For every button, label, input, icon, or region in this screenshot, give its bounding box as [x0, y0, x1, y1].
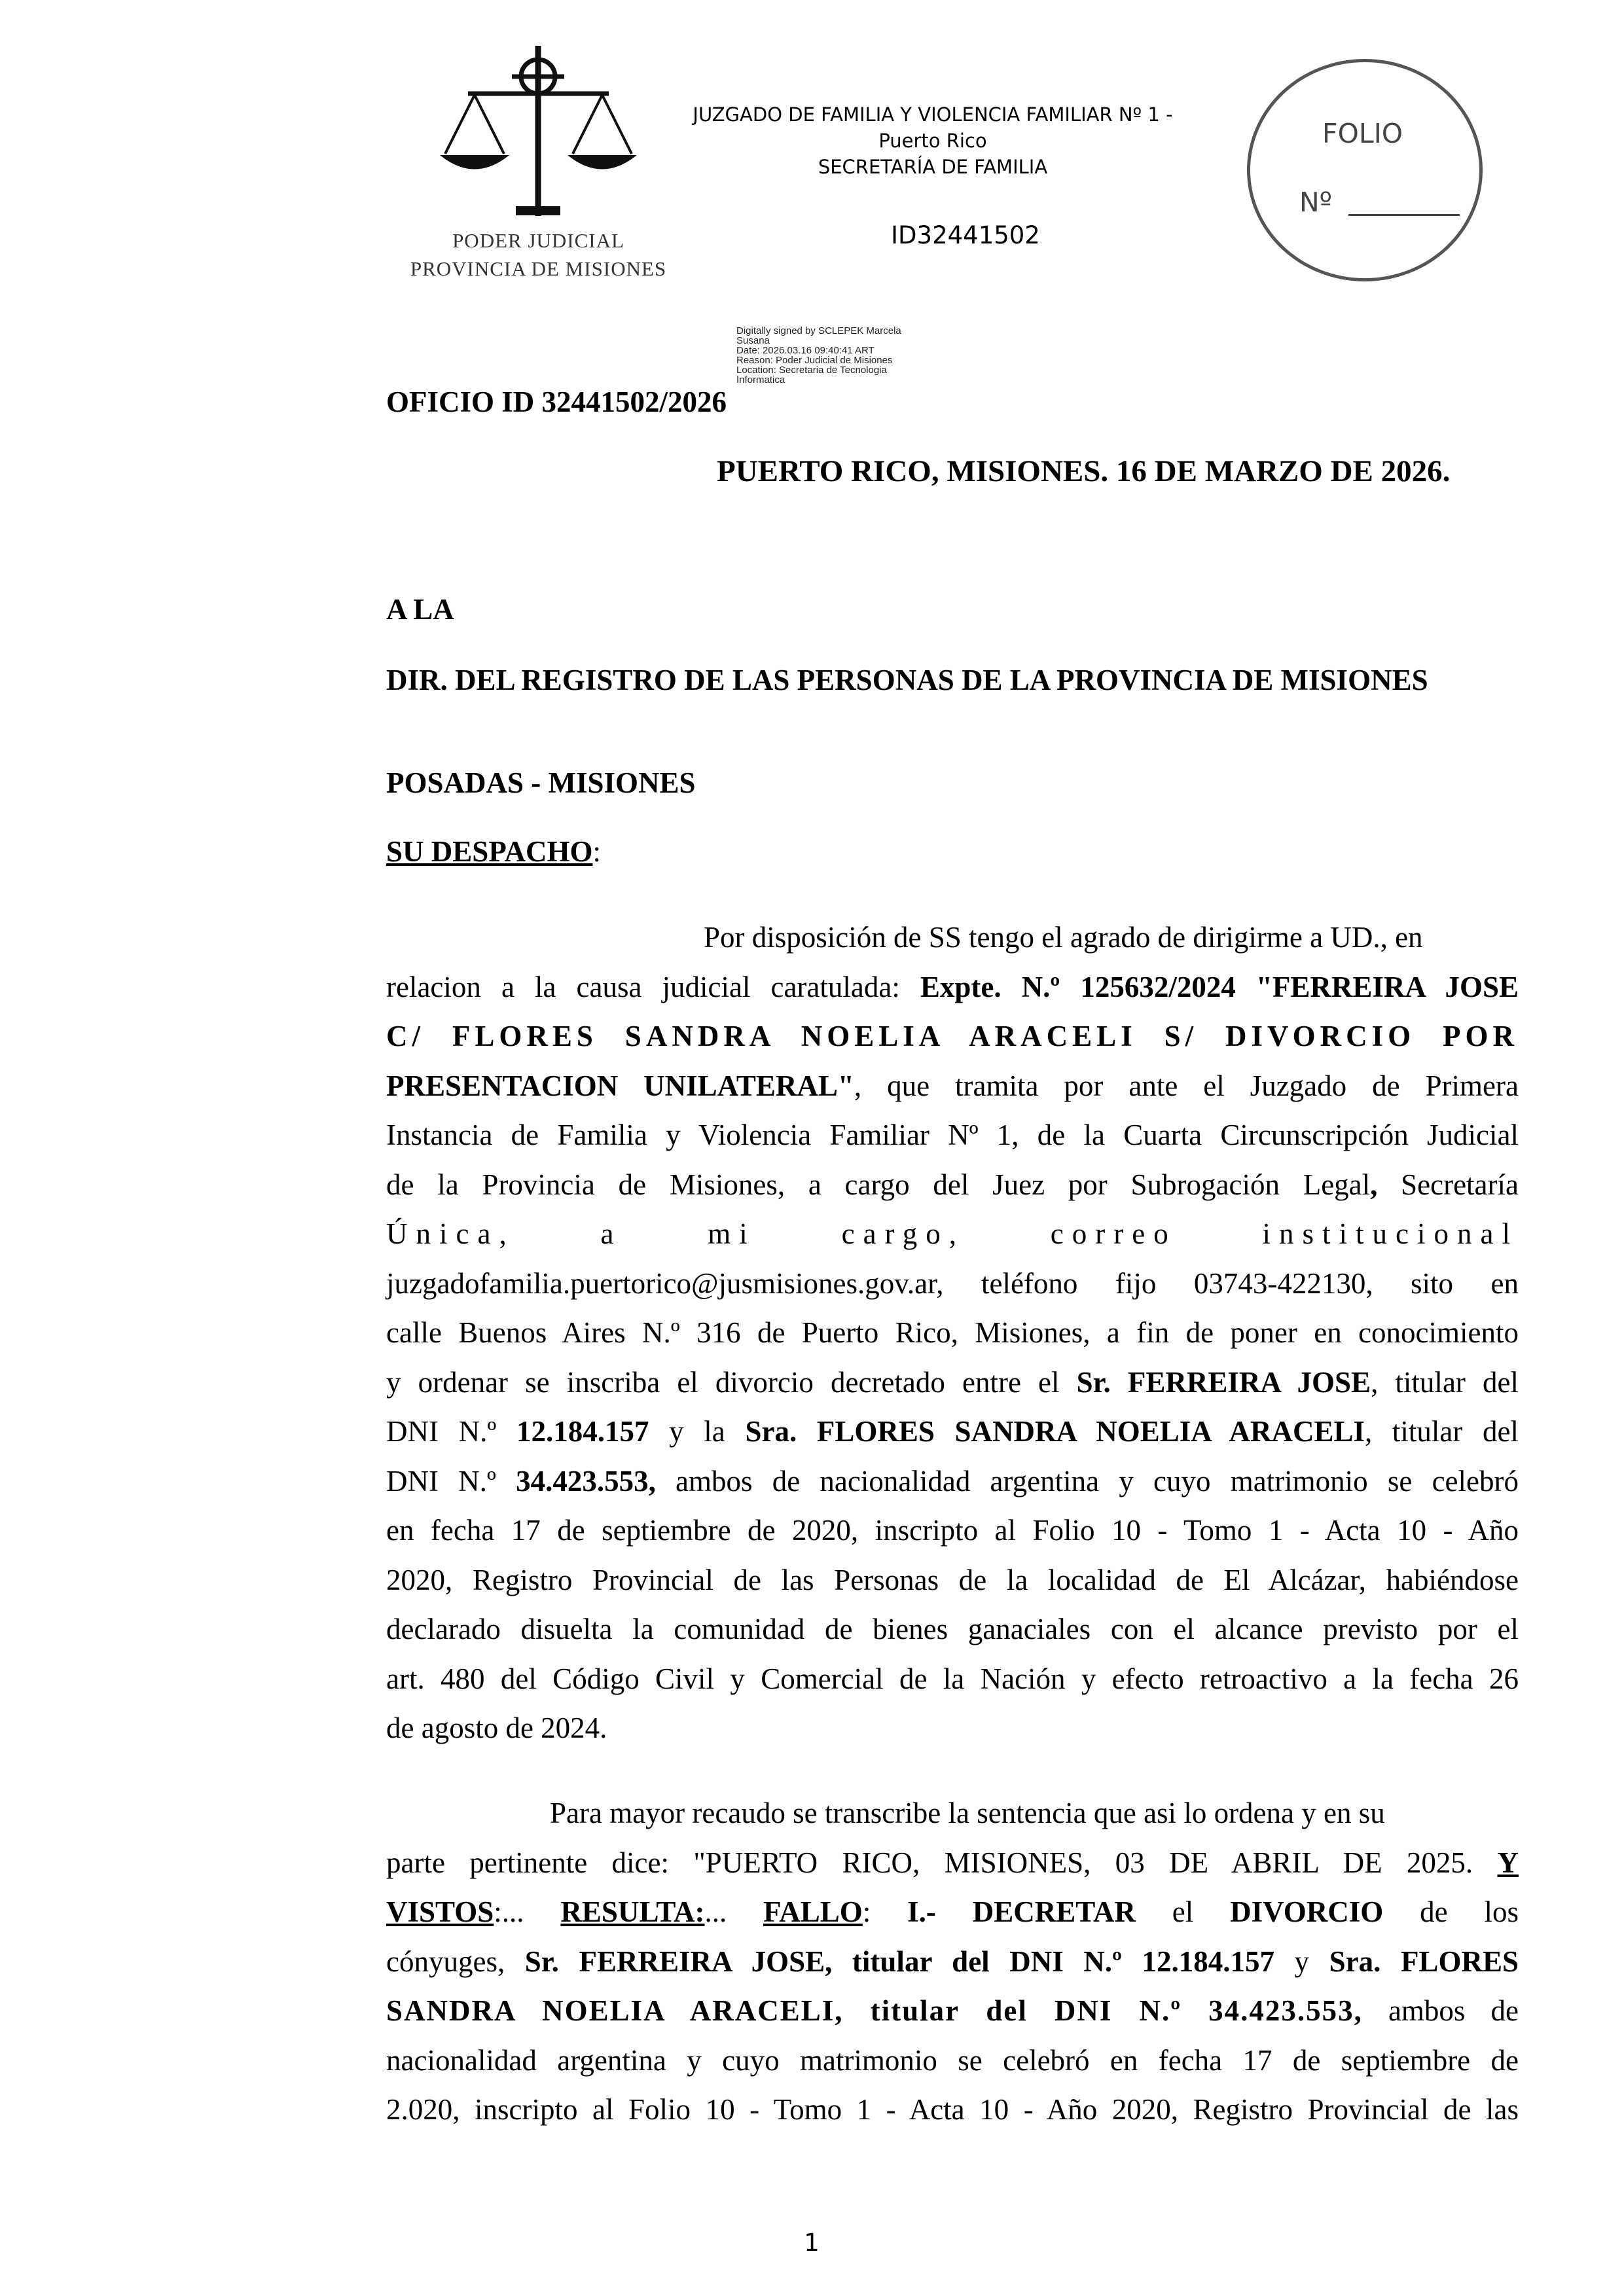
decretar-label: I.- DECRETAR: [907, 1895, 1136, 1928]
judicial-logo: [403, 43, 674, 291]
body2-line-4: [386, 1937, 1519, 1987]
logo-line-1: PODER JUDICIAL: [452, 229, 624, 252]
signature-line-1: Digitally signed by SCLEPEK Marcela: [736, 325, 901, 336]
body1-line-9: calle Buenos Aires N.º 316 de Puerto Rico, Misiones, a fin de poner en conocimiento: [386, 1316, 1519, 1349]
body1-text: , que tramita por ante el Juzgado de Primera: [854, 1069, 1519, 1102]
signature-line-6: Informatica: [736, 374, 785, 386]
body-paragraph-2: [386, 1789, 1519, 2135]
body2-text: ...: [704, 1895, 764, 1928]
body1-line-3: C/ FLORES SANDRA NOELIA ARACELI S/ DIVORCIO POR: [386, 1020, 1519, 1052]
body1-text: y ordenar se inscriba el divorcio decretado entre el: [386, 1365, 1077, 1399]
oficio-title: OFICIO ID 32441502/2026: [386, 386, 727, 418]
body2-line-3: [386, 1888, 1519, 1937]
body1-line-5: Instancia de Familia y Violencia Familiar Nº 1, de la Cuarta Circunscripción Judicial: [386, 1119, 1519, 1151]
scales-of-justice-icon: [439, 43, 638, 219]
su-despacho-colon: :: [592, 835, 601, 868]
body1-text: DNI N.º: [386, 1464, 516, 1498]
body1-line-13: en fecha 17 de septiembre de 2020, inscripto al Folio 10 - Tomo 1 - Acta 10 - Año: [386, 1514, 1519, 1547]
body2-text: :: [862, 1895, 908, 1928]
body1-line-11: [386, 1407, 1519, 1457]
body1-line-10: [386, 1358, 1519, 1408]
addressee-prefix: A LA: [386, 593, 454, 626]
body1-line-14: 2020, Registro Provincial de las Personas de la localidad de El Alcázar, habiéndose: [386, 1563, 1519, 1596]
body1-text: , titular del: [1364, 1415, 1519, 1448]
court-line-3: SECRETARÍA DE FAMILIA: [818, 156, 1048, 178]
body2-line-2: [386, 1839, 1519, 1888]
addressee-name: DIR. DEL REGISTRO DE LAS PERSONAS DE LA PROVINCIA DE MISIONES: [386, 664, 1428, 696]
case-title-end: PRESENTACION UNILATERAL": [386, 1069, 854, 1102]
body-paragraph-1: [386, 913, 1519, 1753]
signature-line-2: Susana: [736, 335, 770, 346]
document-date: PUERTO RICO, MISIONES. 16 DE MARZO DE 2026.: [717, 454, 1451, 488]
folio-number-blank: [1348, 214, 1460, 216]
court-line-1: JUZGADO DE FAMILIA Y VIOLENCIA FAMILIAR Nº 1 -: [693, 103, 1173, 126]
case-number: Expte. N.º 125632/2024 "FERREIRA JOSE: [920, 970, 1519, 1003]
body2-text: cónyuges,: [386, 1945, 525, 1978]
body2-text: parte pertinente dice: "PUERTO RICO, MISIONES, 03 DE ABRIL DE 2025.: [386, 1846, 1498, 1879]
folio-stamp: [1247, 59, 1483, 281]
body1-line-15: declarado disuelta la comunidad de bienes ganaciales con el alcance previsto por el: [386, 1613, 1519, 1645]
su-despacho-label: SU DESPACHO: [386, 835, 593, 868]
body1-text: relacion a la causa judicial caratulada:: [386, 970, 920, 1003]
body2-line-5: [386, 1986, 1519, 2036]
party-2-name: Sra. FLORES SANDRA NOELIA ARACELI: [745, 1415, 1365, 1448]
body2-text: de los: [1383, 1895, 1519, 1928]
body1-line-1: Por disposición de SS tengo el agrado de dirigirme a UD., en: [704, 921, 1423, 954]
body1-line-17: de agosto de 2024.: [386, 1712, 607, 1744]
sentence-y: Y: [1497, 1846, 1519, 1879]
body1-line-4: [386, 1062, 1519, 1111]
body2-line-6: nacionalidad argentina y cuyo matrimonio se celebró en fecha 17 de septiembre de: [386, 2043, 1519, 2077]
su-despacho: [386, 834, 601, 869]
sentence-party-1: Sr. FERREIRA JOSE, titular del DNI N.º 12.184.157: [524, 1945, 1274, 1978]
vistos-label: VISTOS: [386, 1895, 494, 1928]
court-header: [687, 101, 1178, 180]
body1-text: de la Provincia de Misiones, a cargo del Juez por Subrogación Legal: [386, 1168, 1371, 1201]
body1-text: ambos de nacionalidad argentina y cuyo matrimonio se celebró: [655, 1464, 1519, 1498]
body2-text: y: [1274, 1945, 1329, 1978]
body2-line-7: 2.020, inscripto al Folio 10 - Tomo 1 - Acta 10 - Año 2020, Registro Provincial de las: [386, 2093, 1519, 2126]
body1-line-16: art. 480 del Código Civil y Comercial de la Nación y efecto retroactivo a la fecha 26: [386, 1662, 1519, 1695]
body1-line-12: [386, 1457, 1519, 1507]
body1-line-8: juzgadofamilia.puertorico@jusmisiones.gov.ar, teléfono fijo 03743-422130, sito en: [386, 1266, 1519, 1300]
party-1-name: Sr. FERREIRA JOSE: [1076, 1365, 1371, 1399]
fallo-label: FALLO: [763, 1895, 863, 1928]
body1-text: , titular del: [1371, 1365, 1519, 1399]
signature-line-3: Date: 2026.03.16 09:40:41 ART: [736, 345, 875, 356]
body2-text: ambos de: [1362, 1994, 1519, 2027]
resulta-label: RESULTA:: [560, 1895, 705, 1928]
party-1-dni: 12.184.157: [516, 1415, 649, 1448]
folio-title: FOLIO: [1322, 118, 1403, 149]
body2-line-1: Para mayor recaudo se transcribe la sentencia que asi lo ordena y en su: [550, 1797, 1385, 1829]
party-2-dni: 34.423.553,: [516, 1464, 656, 1498]
body1-line-6: [386, 1160, 1519, 1210]
body1-comma: ,: [1370, 1168, 1378, 1201]
addressee-city: POSADAS - MISIONES: [386, 766, 696, 799]
body2-text: el: [1135, 1895, 1231, 1928]
court-line-2: Puerto Rico: [878, 130, 987, 152]
body1-text: y la: [649, 1415, 746, 1448]
body1-text: DNI N.º: [386, 1415, 516, 1448]
divorcio-label: DIVORCIO: [1230, 1895, 1384, 1928]
body1-line-2: [386, 963, 1519, 1013]
sentence-party-2: SANDRA NOELIA ARACELI, titular del DNI N.º 34.423.553,: [386, 1994, 1363, 2027]
page-number: 1: [804, 2229, 820, 2257]
header-document-id: ID32441502: [891, 221, 1040, 249]
body2-text: :...: [494, 1895, 561, 1928]
signature-line-4: Reason: Poder Judicial de Misiones: [736, 355, 893, 366]
signature-line-5: Location: Secretaria de Tecnologia: [736, 365, 887, 376]
logo-line-2: PROVINCIA DE MISIONES: [410, 257, 667, 280]
sentence-party-2-start: Sra. FLORES: [1329, 1945, 1519, 1978]
body1-line-7: Única, a mi cargo, correo institucional: [386, 1217, 1519, 1250]
body1-text: Secretaría: [1377, 1168, 1519, 1201]
digital-signature: [736, 326, 972, 385]
folio-number-label: Nº: [1299, 187, 1332, 218]
